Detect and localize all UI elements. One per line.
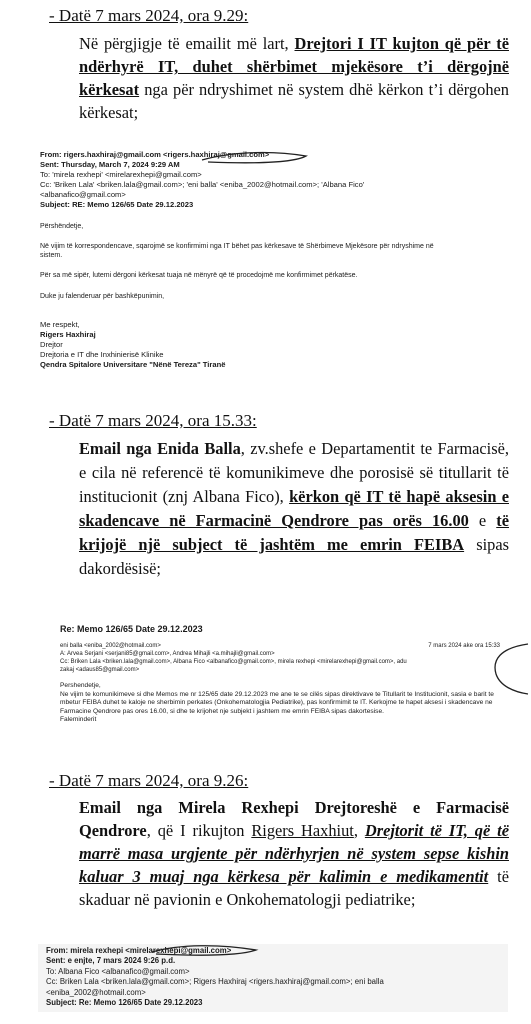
entry3-date: - Datë 7 mars 2024, ora 9.26: <box>49 771 249 790</box>
email1-body <box>40 222 510 302</box>
email-scan-1 <box>40 150 510 370</box>
email1-cc2: <albanafico@gmail.com> <box>40 190 126 199</box>
pen-underline-mark-3 <box>150 942 260 960</box>
email1-to: To: 'mirela rexhepi' <mirelarexhepi@gmail.com> <box>40 170 202 179</box>
email2-cc: Cc: Briken Lala <briken.lala@gmail.com>, Albana Fico <albanafico@gmail.com>, mirela rexhepi <mirelarexhepi@gmail.com>, adu <box>60 659 407 665</box>
email2-date: 7 mars 2024 ake ora 15:33 <box>428 643 500 649</box>
entry2-sender: Email nga Enida Balla <box>79 439 241 458</box>
email2-from: eni balla <eniba_2002@hotmail.com> <box>60 643 161 649</box>
entry2-date: - Datë 7 mars 2024, ora 15.33: <box>49 411 257 430</box>
email2-subject: Re: Memo 126/65 Date 29.12.2023 <box>60 624 203 634</box>
email1-sent: Sent: Thursday, March 7, 2024 9:29 AM <box>40 160 180 169</box>
email1-line2: Për sa më sipër, lutemi dërgoni kërkesat tuaja në mënyrë që të procedojmë me konfirmimet përkatëse. <box>40 271 358 279</box>
entry3-urgent: Drejtorit të IT, që të marrë masa urgjente për ndërhyrjen në system sepse kishin kaluar 3 muaj nga kërkesa për kalimin e medikamentit <box>79 821 509 886</box>
entry2-text-b: e <box>468 511 497 530</box>
email2-header <box>60 642 500 674</box>
email2-to: A: Arvea Serjani <serjani85@gmail.com>, Andrea Mihajli <a.mihajli@gmail.com> <box>60 651 275 657</box>
entry3-text-c: të skaduar në pavionin e Onkohematologji pediatrike; <box>79 867 509 909</box>
entry3-name: Rigers Haxhiut <box>251 821 354 840</box>
entry2-text-a: , zv.shefe e Departamentit te Farmacisë, e cila në referencë të komunikimeve dhe porosisë së titullarit të institucionit (znj Albana Fico), <box>79 439 509 506</box>
email1-signature <box>40 320 510 370</box>
email-scan-2 <box>60 624 500 725</box>
email1-line1: Në vijim të korrespondencave, sqarojmë se konfirmimi nga IT bëhet pas kërkesave të Shërbimeve Mjekësore për ndryshime në sistem. <box>40 242 434 259</box>
entry1-text-b: nga për ndryshimet në system dhë kërkon t’i dërgohen kërkesat; <box>79 80 509 122</box>
entry1-paragraph <box>79 32 509 124</box>
pen-underline-mark <box>200 148 310 168</box>
email1-org: Qendra Spitalore Universitare "Nënë Tereza" Tiranë <box>40 359 226 369</box>
email2-cc2: zakaj <adaus85@gmail.com> <box>60 667 140 673</box>
email3-from: From: mirela rexhepi <mirelarexhepi@gmail.com> <box>46 946 232 955</box>
pen-circle-mark <box>490 640 530 700</box>
email2-greeting: Pershendetje, <box>60 682 101 689</box>
email1-regards: Me respekt, <box>40 319 80 329</box>
entry2-paragraph <box>79 437 509 581</box>
email1-dept: Drejtoria e IT dhe Inxhinierisë Klinike <box>40 349 164 359</box>
email3-cc2: <eniba_2002@hotmail.com> <box>46 987 146 997</box>
email1-line3: Duke ju falenderuar për bashkëpunimin, <box>40 293 165 300</box>
email1-name: Rigers Haxhiraj <box>40 329 96 339</box>
email2-body <box>60 682 500 725</box>
entry1-text-bold: Drejtori I IT kujton që për të ndërhyrë IT, duhet shërbimet mjekësore t’i dërgojnë kërkesat <box>79 34 509 99</box>
entry2-request-b: të krijojë një subject të jashtëm me emrin FEIBA <box>79 511 509 554</box>
entry3-text-b: , <box>353 821 365 840</box>
entry3-sender: Email nga Mirela Rexhepi Drejtoreshë e Farmacisë Qendrore <box>79 798 509 840</box>
entry3-text-a: , që I rikujton <box>146 821 252 840</box>
email2-line1: Ne vijim te komunikimeve si dhe Memos me nr 125/65 date 29.12.2023 me ane te se cilës sipas direktivave te Titullarit te Institucionit, sasia e barit te mbetur FEIBA duhet te kaloje ne sherbimin perkates (Onkohematologjia Pediatrike), pas konfirmimit te IT. Kerkojme te hapet aksesi i skadencave ne Farmacine Qendrore pas ores 16.00, si dhe te krijohet nje subjekt i jashtem me emrin FEIBA sipas dakortesise. <box>60 690 494 715</box>
email1-subject: Subject: RE: Memo 126/65 Date 29.12.2023 <box>40 200 194 209</box>
email1-from: From: rigers.haxhiraj@gmail.com <rigers.haxhiraj@gmail.com> <box>40 150 270 159</box>
email3-header <box>46 946 508 1008</box>
entry1-date: - Datë 7 mars 2024, ora 9.29: <box>49 6 249 25</box>
email1-title: Drejtor <box>40 339 63 349</box>
email2-thanks: Faleminderit <box>60 716 97 724</box>
email3-to: To: Albana Fico <albanafico@gmail.com> <box>46 966 190 976</box>
email3-cc: Cc: Briken Lala <briken.lala@gmail.com>; Rigers Haxhiraj <rigers.haxhiraj@gmail.com>; eni balla <box>46 977 384 987</box>
email3-sent: Sent: e enjte, 7 mars 2024 9:26 p.d. <box>46 956 176 966</box>
entry1-text-a: Në përgjigje të emailit më lart, <box>79 34 295 53</box>
email1-greeting: Përshëndetje, <box>40 223 84 230</box>
entry2-text-c: sipas dakordësisë; <box>79 535 509 578</box>
entry3-paragraph <box>79 796 509 911</box>
email-scan-3 <box>38 944 508 1012</box>
email1-cc: Cc: 'Briken Lala' <briken.lala@gmail.com>; 'eni balla' <eniba_2002@hotmail.com>; 'Albana Fico' <box>40 180 365 189</box>
entry2-request-a: kërkon që IT të hapë aksesin e skadencave në Farmacinë Qendrore pas orës 16.00 <box>79 487 509 530</box>
email3-subject: Subject: Re: Memo 126/65 Date 29.12.2023 <box>46 998 203 1008</box>
